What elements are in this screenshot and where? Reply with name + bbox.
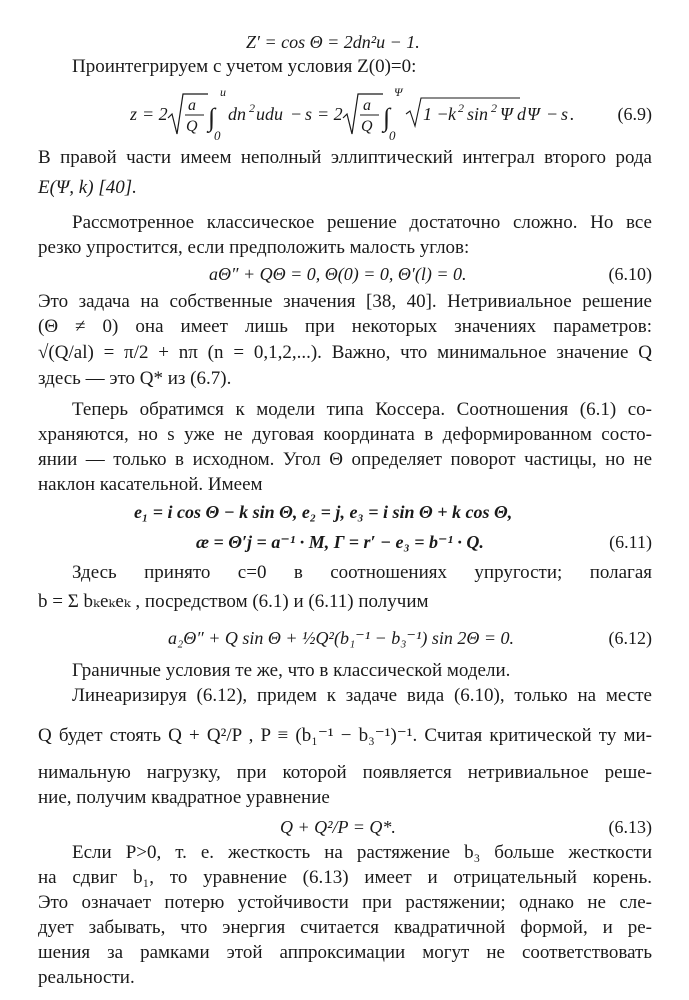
svg-text:2: 2 xyxy=(249,101,255,115)
equation-6-9-number: (6.9) xyxy=(617,104,652,124)
svg-text:= 2: = 2 xyxy=(317,104,343,124)
equation-6-13: Q + Q²/P = Q*. xyxy=(280,817,396,837)
svg-text:a: a xyxy=(363,97,371,114)
equation-6-9 xyxy=(130,84,600,144)
svg-text:udu: udu xyxy=(256,104,283,124)
equation-6-10: aΘ″ + QΘ = 0, Θ(0) = 0, Θ′(l) = 0. xyxy=(209,264,467,284)
paragraph-integrate: Проинтегрируем с учетом условия Z(0)=0: xyxy=(72,56,417,77)
svg-text:∫: ∫ xyxy=(208,103,216,132)
paragraph-eigen-line-3: √(Q/al) = π/2 + nπ (n = 0,1,2,...). Важно, что минимальное значение Q xyxy=(38,342,652,363)
paragraph-right-part-line-1: В правой части имеем неполный эллиптический интеграл второго рода xyxy=(38,147,652,168)
paragraph-classic-line-1: Рассмотренное классическое решение достаточно сложно. Но все xyxy=(72,212,652,233)
svg-text:1 −: 1 − xyxy=(423,104,449,124)
svg-text:0: 0 xyxy=(389,128,396,143)
paragraph-cosserat-line-3: янии — только в исходном. Угол Θ определяет поворот частицы, но не xyxy=(38,449,652,470)
paragraph-right-part-line-2: E(Ψ, k) [40]. xyxy=(38,177,137,198)
svg-text:0: 0 xyxy=(214,128,221,143)
paragraph-cosserat-line-4: наклон касательной. Имеем xyxy=(38,474,263,495)
equation-6-12-number: (6.12) xyxy=(608,628,652,648)
paragraph-boundary: Граничные условия те же, что в классической модели. xyxy=(72,660,511,681)
paragraph-if-line-6: реальности. xyxy=(38,967,135,988)
svg-text:.: . xyxy=(570,104,575,124)
paragraph-linear-line-2: Q будет стоять Q + Q²/P , P ≡ (b₁⁻¹ − b₃⁻¹)⁻¹. Считая критической ту ми- xyxy=(38,725,652,746)
equation-6-13-number: (6.13) xyxy=(608,817,652,837)
svg-text:sin: sin xyxy=(467,104,489,124)
svg-text:d: d xyxy=(517,104,526,124)
svg-text:−: − xyxy=(290,104,303,124)
svg-text:dn: dn xyxy=(228,104,246,124)
equation-6-9-graphic xyxy=(130,84,600,144)
paragraph-if-line-2: на сдвиг b₁, то уравнение (6.13) имеет и отрицательный корень. xyxy=(38,867,652,888)
svg-text:−: − xyxy=(546,104,559,124)
svg-text:2: 2 xyxy=(491,101,497,115)
svg-text:2: 2 xyxy=(458,101,464,115)
svg-text:Ψ: Ψ xyxy=(527,104,540,124)
svg-text:a: a xyxy=(188,97,196,114)
svg-text:k: k xyxy=(448,104,456,124)
equation-6-10-number: (6.10) xyxy=(608,264,652,284)
paragraph-eigen-line-2: (Θ ≠ 0) она имеет лишь при некоторых значениях параметров: xyxy=(38,316,652,337)
svg-text:Ψ: Ψ xyxy=(394,85,403,99)
paragraph-here-line-1: Здесь принято c=0 в соотношениях упругости; полагая xyxy=(72,562,652,583)
paragraph-eigen-line-1: Это задача на собственные значения [38, 40]. Нетривиальное решение xyxy=(38,291,652,312)
svg-text:= 2: = 2 xyxy=(142,104,168,124)
svg-text:Ψ: Ψ xyxy=(500,104,513,124)
paragraph-here-line-2: b = Σ bₖeₖeₖ , посредством (6.1) и (6.11) получим xyxy=(38,591,429,612)
equation-basis-vectors: e₁ = i cos Θ − k sin Θ, e₂ = j, e₃ = i sin Θ + k cos Θ, xyxy=(134,502,513,522)
paragraph-if-line-3: Это означает потерю устойчивости при растяжении; однако не сле- xyxy=(38,892,652,913)
equation-6-11: æ = Θ′j = a⁻¹ · M, Γ = r′ − e₃ = b⁻¹ · Q. xyxy=(196,532,484,552)
paragraph-eigen-line-4: здесь — это Q* из (6.7). xyxy=(38,368,232,389)
svg-text:s: s xyxy=(561,104,569,124)
svg-text:z: z xyxy=(130,104,138,124)
paragraph-if-line-1: Если P>0, т. е. жесткость на растяжение b₃ больше жесткости xyxy=(72,842,652,863)
paragraph-linear-line-3: нимальную нагрузку, при которой появляется нетривиальное реше- xyxy=(38,762,652,783)
svg-text:∫: ∫ xyxy=(383,103,391,132)
paragraph-linear-line-4: ние, получим квадратное уравнение xyxy=(38,787,330,808)
paragraph-if-line-5: шения за рамками этой аппроксимации могут не соответствовать xyxy=(38,942,652,963)
svg-text:Q: Q xyxy=(186,118,198,135)
paragraph-if-line-4: дует забывать, что энергия считается квадратичной формой, и ре- xyxy=(38,917,652,938)
equation-6-11-number: (6.11) xyxy=(609,532,652,552)
svg-text:u: u xyxy=(220,85,226,99)
equation-z-prime: Z′ = cos Θ = 2dn²u − 1. xyxy=(246,32,420,52)
svg-text:Q: Q xyxy=(361,118,373,135)
paragraph-classic-line-2: резко упростится, если предположить малость углов: xyxy=(38,237,470,258)
equation-6-12: a₂Θ″ + Q sin Θ + ½Q²(b₁⁻¹ − b₃⁻¹) sin 2Θ = 0. xyxy=(168,628,515,648)
svg-text:s: s xyxy=(305,104,313,124)
paragraph-linear-line-1: Линеаризируя (6.12), придем к задаче вида (6.10), только на месте xyxy=(72,685,652,706)
paragraph-cosserat-line-1: Теперь обратимся к модели типа Коссера. Соотношения (6.1) со- xyxy=(72,399,652,420)
paragraph-cosserat-line-2: храняются, но s уже не дуговая координата в деформированном состо- xyxy=(38,424,652,445)
